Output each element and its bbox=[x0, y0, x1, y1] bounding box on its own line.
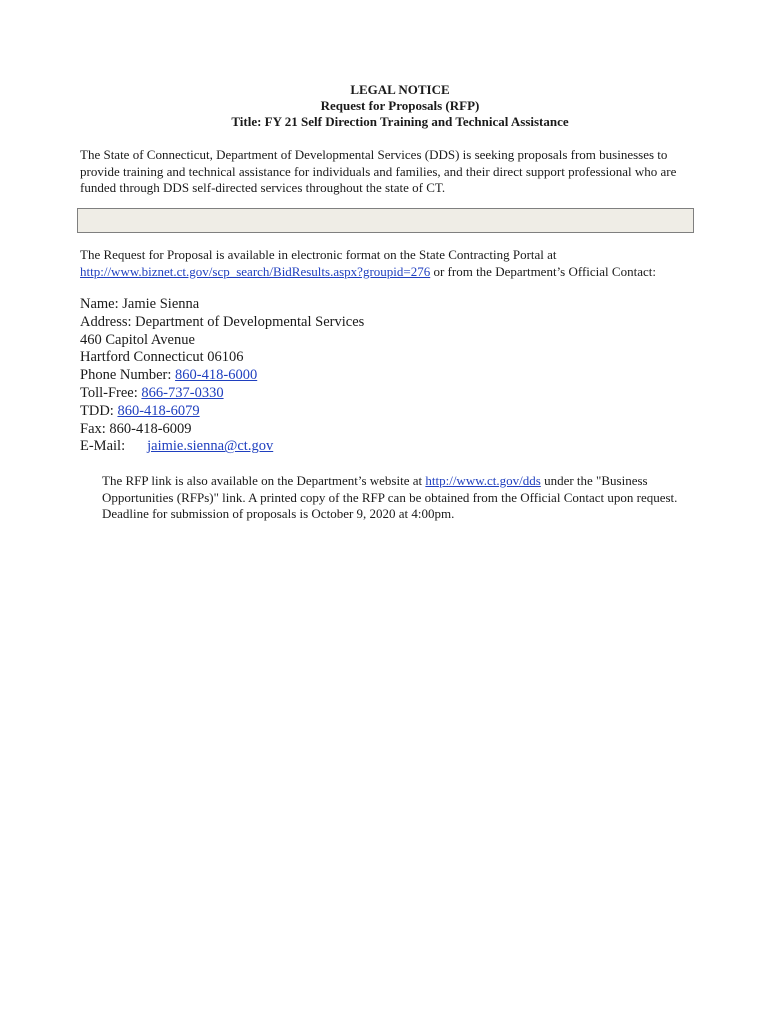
phone-label: Phone Number: bbox=[80, 367, 176, 384]
rfp-note-paragraph bbox=[102, 473, 702, 523]
email-link[interactable]: jaimie.sienna@ct.gov bbox=[147, 438, 274, 455]
contact-email-row bbox=[80, 438, 580, 456]
contact-street: 460 Capitol Avenue bbox=[80, 331, 195, 348]
contact-block bbox=[80, 296, 580, 456]
contact-tollfree-row bbox=[80, 385, 580, 403]
contact-address: Address: Department of Developmental Services bbox=[80, 313, 365, 330]
notice-rfp-title: Title: FY 21 Self Direction Training and Technical Assistance bbox=[231, 114, 569, 129]
contact-city: Hartford Connecticut 06106 bbox=[80, 349, 244, 366]
tdd-link[interactable]: 860-418-6079 bbox=[117, 402, 200, 419]
availability-text-after: or from the Department’s Official Contact: bbox=[430, 263, 656, 279]
intro-paragraph: The State of Connecticut, Department of Developmental Services (DDS) is seeking proposals from businesses to provide training and technical assistance for individuals and families, and their direct support professional who are funded through DDS self-directed services throughout the state of CT. bbox=[80, 147, 677, 195]
notice-subtitle: Request for Proposals (RFP) bbox=[320, 98, 480, 113]
dds-website-link[interactable]: http://www.ct.gov/dds bbox=[425, 473, 541, 488]
contact-tdd-row bbox=[80, 403, 580, 421]
form-field-box[interactable] bbox=[77, 208, 694, 233]
contact-name: Name: Jamie Sienna bbox=[80, 296, 200, 312]
tollfree-label: Toll-Free: bbox=[80, 384, 142, 401]
notice-heading bbox=[0, 82, 770, 130]
phone-link[interactable]: 860-418-6000 bbox=[175, 367, 258, 384]
email-label: E-Mail: bbox=[80, 438, 126, 455]
rfp-note-text: The RFP link is also available on the Department’s website at bbox=[102, 473, 426, 488]
availability-text: The Request for Proposal is available in electronic format on the State Contracting Portal at bbox=[80, 247, 557, 262]
availability-paragraph bbox=[80, 247, 720, 280]
contact-fax: Fax: 860-418-6009 bbox=[80, 420, 192, 437]
tdd-label: TDD: bbox=[80, 402, 118, 419]
portal-link[interactable]: http://www.biznet.ct.gov/scp_search/BidResults.aspx?groupid=276 bbox=[80, 263, 431, 279]
tollfree-link[interactable]: 866-737-0330 bbox=[141, 384, 224, 401]
rfp-note-text-after: under the "Business Opportunities (RFPs)" link. A printed copy of the RFP can be obtained from the Official Contact upon request. Deadline for submission of proposals is October 9, 2020 at 4:00pm. bbox=[102, 473, 678, 521]
notice-title: LEGAL NOTICE bbox=[350, 82, 450, 97]
contact-phone-row bbox=[80, 367, 580, 385]
